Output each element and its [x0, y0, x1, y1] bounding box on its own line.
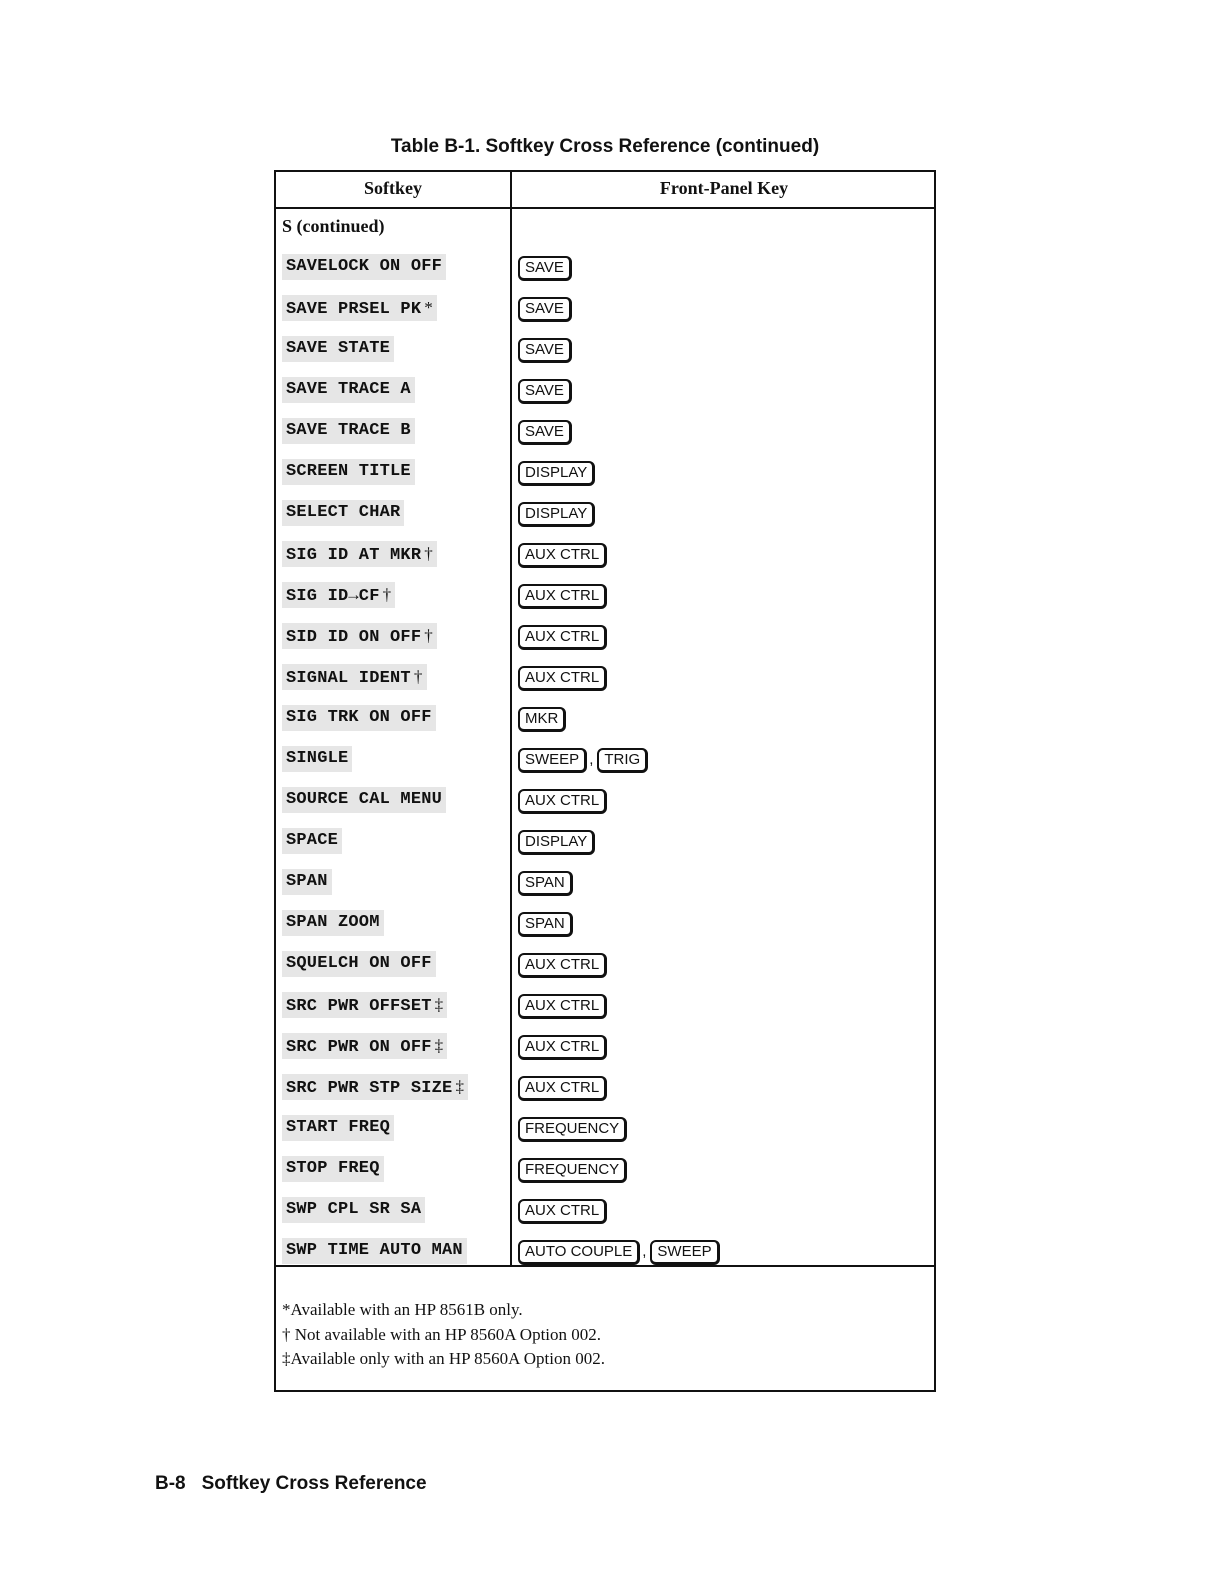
table-row — [276, 248, 934, 289]
cross-reference-table — [274, 170, 936, 1392]
softkey-text: SPAN ZOOM — [286, 913, 380, 932]
softkey-text: SRC PWR STP SIZE — [286, 1079, 453, 1098]
front-panel-key: DISPLAY — [518, 502, 595, 527]
front-panel-key: FREQUENCY — [518, 1158, 627, 1183]
softkey-label — [282, 418, 415, 444]
table-caption: Table B-1. Softkey Cross Reference (continued) — [390, 136, 820, 157]
softkey-label — [282, 705, 436, 731]
softkey-text: STOP FREQ — [286, 1159, 380, 1178]
footnote-mark: ‡ — [455, 1077, 465, 1096]
softkey-label — [282, 1033, 447, 1059]
softkey-text: SAVELOCK ON OFF — [286, 257, 443, 276]
page-number: B-8 — [155, 1473, 186, 1494]
front-panel-key: AUX CTRL — [518, 1199, 607, 1224]
front-panel-keys — [518, 748, 648, 772]
front-panel-key: SAVE — [518, 297, 572, 322]
front-panel-key: AUX CTRL — [518, 666, 607, 691]
softkey-label — [282, 869, 332, 895]
front-panel-key: FREQUENCY — [518, 1117, 627, 1142]
front-panel-keys — [518, 871, 573, 895]
table-row — [276, 658, 934, 699]
front-panel-keys — [518, 1199, 607, 1223]
footnote-mark: † — [413, 667, 423, 686]
softkey-label — [282, 910, 384, 936]
key-separator: , — [589, 751, 594, 768]
front-panel-key: SAVE — [518, 256, 572, 281]
footnote-mark: † — [424, 626, 433, 645]
softkey-label — [282, 828, 342, 854]
key-separator: , — [642, 1243, 647, 1260]
table-row — [276, 494, 934, 535]
note-1: *Available with an HP 8561B only. — [282, 1300, 523, 1319]
front-panel-keys — [518, 830, 595, 854]
softkey-label — [282, 992, 447, 1018]
table-row — [276, 535, 934, 576]
softkey-text: SCREEN TITLE — [286, 462, 411, 481]
front-panel-keys — [518, 584, 607, 608]
front-panel-key: AUX CTRL — [518, 1035, 607, 1060]
front-panel-key: SAVE — [518, 338, 572, 363]
front-panel-key: DISPLAY — [518, 830, 595, 855]
footnote-mark: † — [382, 585, 392, 604]
front-panel-key: AUX CTRL — [518, 789, 607, 814]
note-2: † Not available with an HP 8560A Option 002. — [282, 1324, 602, 1344]
softkey-label — [282, 459, 415, 485]
table-row — [276, 1068, 934, 1109]
front-panel-keys — [518, 994, 607, 1018]
front-panel-keys — [518, 1117, 627, 1141]
front-panel-keys — [518, 1240, 720, 1264]
front-panel-key: SPAN — [518, 912, 573, 937]
table-row — [276, 699, 934, 740]
softkey-text: SIG TRK ON OFF — [286, 708, 432, 727]
front-panel-keys — [518, 625, 607, 649]
softkey-text: SAVE STATE — [286, 339, 391, 358]
table-row — [276, 1109, 934, 1150]
softkey-text: SOURCE CAL MENU — [286, 790, 443, 809]
softkey-text: SIG ID→CF — [286, 587, 380, 606]
softkey-label — [282, 582, 395, 608]
softkey-text: SWP CPL SR SA — [286, 1200, 422, 1219]
softkey-label — [282, 664, 427, 690]
table-row — [276, 1027, 934, 1068]
softkey-text: SAVE TRACE B — [286, 421, 411, 440]
front-panel-keys — [518, 297, 572, 321]
front-panel-key: SPAN — [518, 871, 573, 896]
table-row — [276, 453, 934, 494]
table-row — [276, 371, 934, 412]
table-row — [276, 617, 934, 658]
table-row — [276, 330, 934, 371]
front-panel-keys — [518, 1076, 607, 1100]
front-panel-key: DISPLAY — [518, 461, 595, 486]
softkey-label — [282, 1238, 467, 1264]
table-row — [276, 904, 934, 945]
front-panel-key: SWEEP — [518, 748, 587, 773]
front-panel-keys — [518, 1158, 627, 1182]
front-panel-keys — [518, 502, 595, 526]
column-header-front-panel: Front-Panel Key — [659, 178, 789, 198]
softkey-label — [282, 1115, 394, 1141]
note-3: ‡Available only with an HP 8560A Option 002. — [282, 1349, 605, 1368]
table-row — [276, 1191, 934, 1232]
section-label: S (continued) — [282, 216, 385, 236]
front-panel-key: AUX CTRL — [518, 994, 607, 1019]
front-panel-key: AUX CTRL — [518, 1076, 607, 1101]
softkey-text: SRC PWR OFFSET — [286, 997, 432, 1016]
footnote-mark: ‡ — [434, 995, 444, 1014]
softkey-label — [282, 623, 437, 649]
softkey-text: SID ID ON OFF — [286, 628, 422, 647]
table-row — [276, 740, 934, 781]
softkey-label — [282, 336, 394, 362]
front-panel-key: SWEEP — [650, 1240, 719, 1265]
table-row — [276, 945, 934, 986]
front-panel-key: AUX CTRL — [518, 584, 607, 609]
front-panel-keys — [518, 420, 572, 444]
footnote-mark: ‡ — [434, 1036, 444, 1055]
softkey-text: SWP TIME AUTO MAN — [286, 1241, 463, 1260]
front-panel-key: AUX CTRL — [518, 543, 607, 568]
table-body — [276, 248, 934, 1273]
front-panel-key: AUX CTRL — [518, 953, 607, 978]
table-row — [276, 289, 934, 330]
page-footer — [155, 1473, 427, 1495]
softkey-label — [282, 787, 446, 813]
softkey-text: SIGNAL IDENT — [286, 669, 411, 688]
table-row — [276, 781, 934, 822]
table-row — [276, 986, 934, 1027]
front-panel-keys — [518, 953, 607, 977]
table-row — [276, 576, 934, 617]
softkey-label — [282, 746, 352, 772]
front-panel-keys — [518, 1035, 607, 1059]
front-panel-key: AUTO COUPLE — [518, 1240, 640, 1265]
softkey-label — [282, 1197, 425, 1223]
softkey-text: SIG ID AT MKR — [286, 546, 422, 565]
table-row — [276, 822, 934, 863]
front-panel-key: SAVE — [518, 379, 572, 404]
front-panel-keys — [518, 256, 572, 280]
front-panel-key: SAVE — [518, 420, 572, 445]
softkey-text: SRC PWR ON OFF — [286, 1038, 432, 1057]
front-panel-keys — [518, 707, 566, 731]
softkey-label — [282, 500, 404, 526]
softkey-text: SAVE TRACE A — [286, 380, 411, 399]
softkey-label — [282, 377, 415, 403]
front-panel-key: MKR — [518, 707, 566, 732]
table-row — [276, 1150, 934, 1191]
softkey-text: SPAN — [286, 872, 328, 891]
front-panel-keys — [518, 666, 607, 690]
table-row — [276, 412, 934, 453]
softkey-text: START FREQ — [286, 1118, 391, 1137]
front-panel-keys — [518, 379, 572, 403]
softkey-text: SQUELCH ON OFF — [286, 954, 432, 973]
front-panel-keys — [518, 338, 572, 362]
softkey-label — [282, 1074, 468, 1100]
front-panel-keys — [518, 543, 607, 567]
front-panel-keys — [518, 789, 607, 813]
front-panel-key: AUX CTRL — [518, 625, 607, 650]
front-panel-keys — [518, 461, 595, 485]
footnote-mark: * — [424, 298, 433, 317]
footer-title: Softkey Cross Reference — [201, 1473, 427, 1494]
softkey-text: SELECT CHAR — [286, 503, 401, 522]
softkey-label — [282, 254, 446, 280]
softkey-text: SAVE PRSEL PK — [286, 300, 422, 319]
table-row — [276, 863, 934, 904]
softkey-label — [282, 541, 437, 567]
table-notes — [282, 1298, 605, 1372]
header-divider — [276, 207, 934, 209]
front-panel-keys — [518, 912, 573, 936]
softkey-label — [282, 1156, 384, 1182]
column-header-softkey: Softkey — [364, 178, 422, 198]
softkey-label — [282, 295, 437, 321]
table-row — [276, 1232, 934, 1273]
footnote-mark: † — [424, 544, 433, 563]
softkey-text: SPACE — [286, 831, 339, 850]
softkey-label — [282, 951, 436, 977]
front-panel-key: TRIG — [597, 748, 648, 773]
softkey-text: SINGLE — [286, 749, 349, 768]
